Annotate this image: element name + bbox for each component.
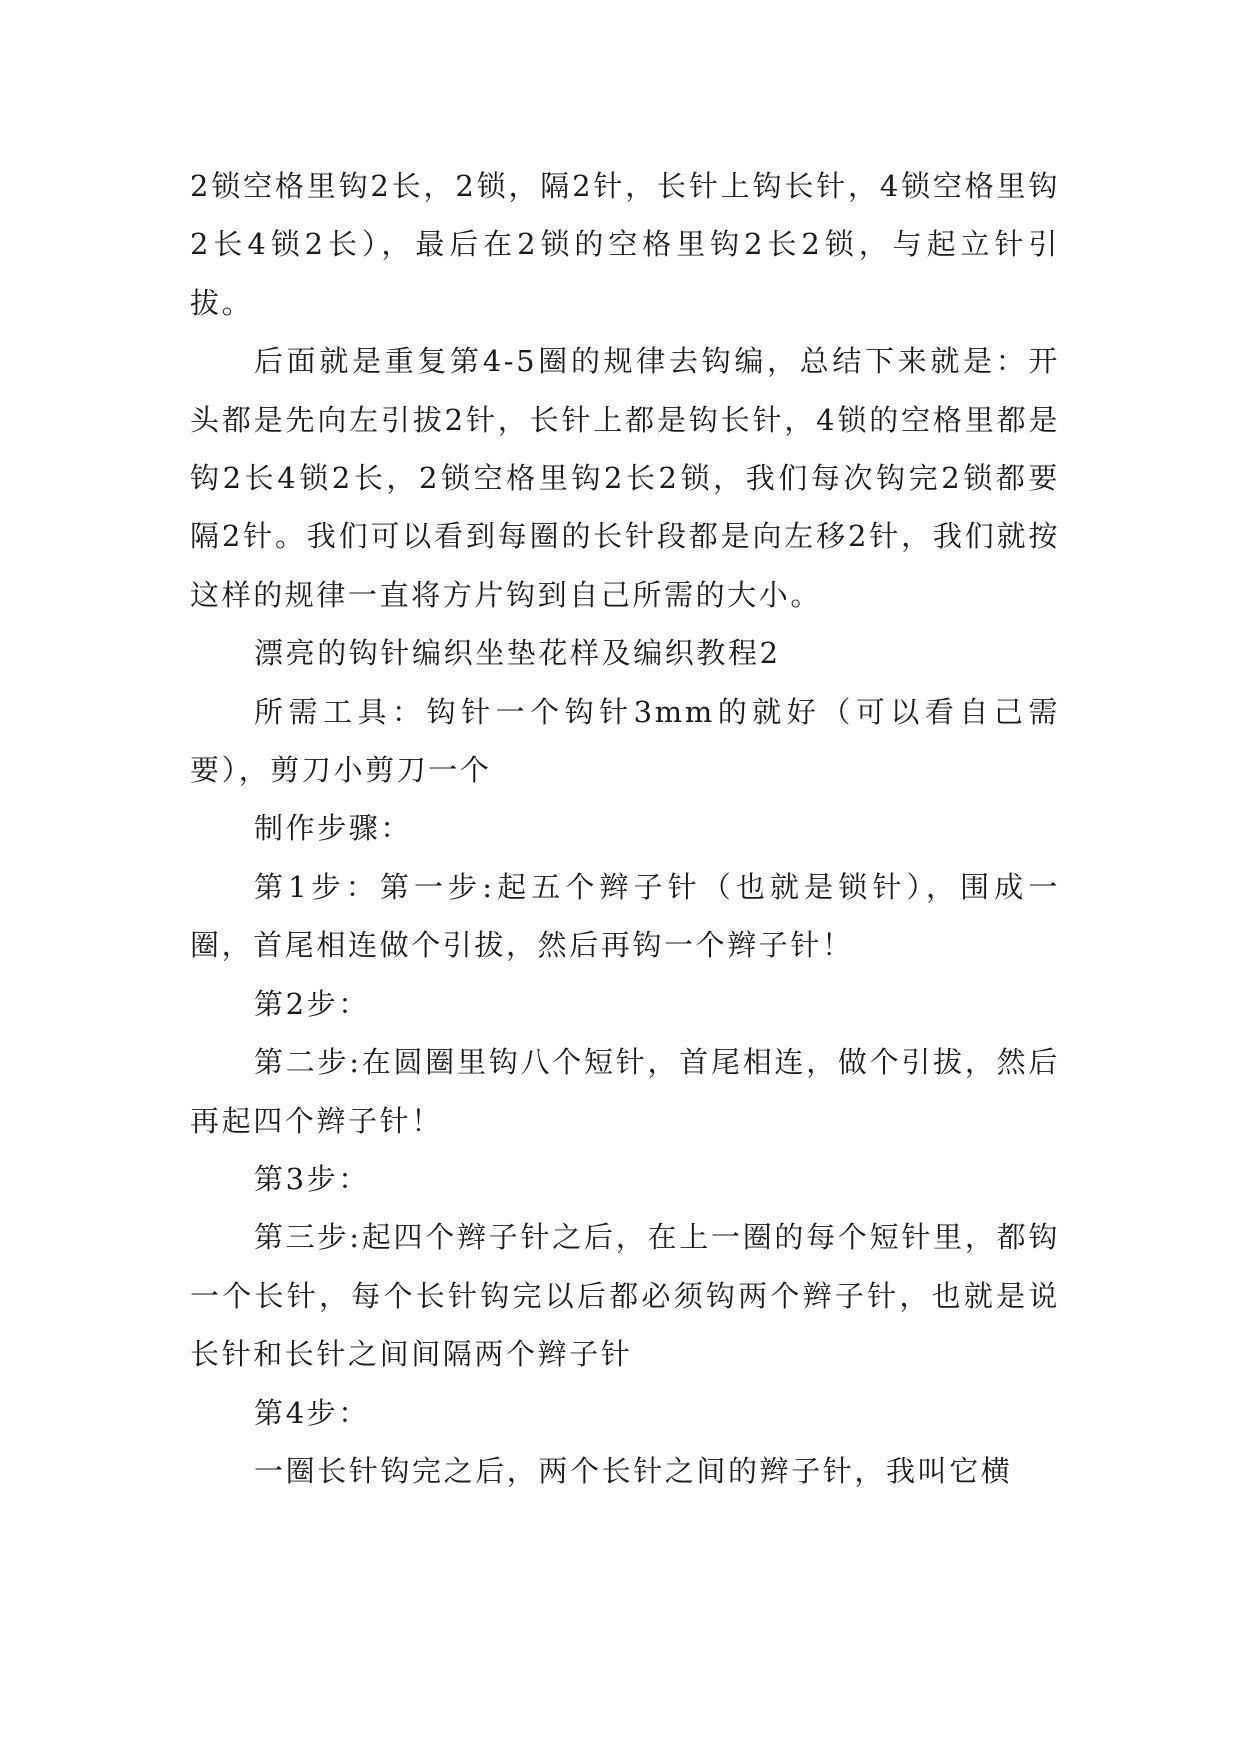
- step-1-paragraph: 第1步：第一步:起五个辫子针（也就是锁针），围成一圈，首尾相连做个引拔，然后再钩一个辫子针！: [190, 869, 1060, 963]
- paragraph-1: 2锁空格里钩2长，2锁，隔2针，长针上钩长针，4锁空格里钩2长4锁2长），最后在2锁的空格里钩2长2锁，与起立针引拔。: [190, 169, 1060, 320]
- section-heading: 漂亮的钩针编织坐垫花样及编织教程2: [254, 636, 781, 671]
- step-4-label: 第4步：: [254, 1395, 370, 1430]
- step-2-label: 第2步：: [254, 986, 370, 1021]
- steps-label: 制作步骤：: [254, 811, 413, 846]
- step-3-label: 第3步：: [254, 1161, 370, 1196]
- step-3-paragraph: 第三步:起四个辫子针之后，在上一圈的每个短针里，都钩一个长针，每个长针钩完以后都必须钩两个辫子针，也就是说长针和长针之间间隔两个辫子针: [190, 1220, 1060, 1372]
- document-body: [190, 157, 1060, 1500]
- tools-paragraph: 所需工具：钩针一个钩针3mm的就好（可以看自己需要），剪刀小剪刀一个: [190, 694, 1060, 788]
- step-2-paragraph: 第二步:在圆圈里钩八个短针，首尾相连，做个引拔，然后再起四个辫子针！: [190, 1045, 1060, 1138]
- step-4-paragraph: 一圈长针钩完之后，两个长针之间的辫子针，我叫它横: [254, 1453, 1013, 1488]
- paragraph-2: 后面就是重复第4-5圈的规律去钩编，总结下来就是：开头都是先向左引拔2针，长针上都是钩长针，4锁的空格里都是钩2长4锁2长，2锁空格里钩2长2锁，我们每次钩完2锁都要隔2针。我们可以看到每圈的长针段都是向左移2针，我们就按这样的规律一直将方片钩到自己所需的大小。: [190, 344, 1060, 612]
